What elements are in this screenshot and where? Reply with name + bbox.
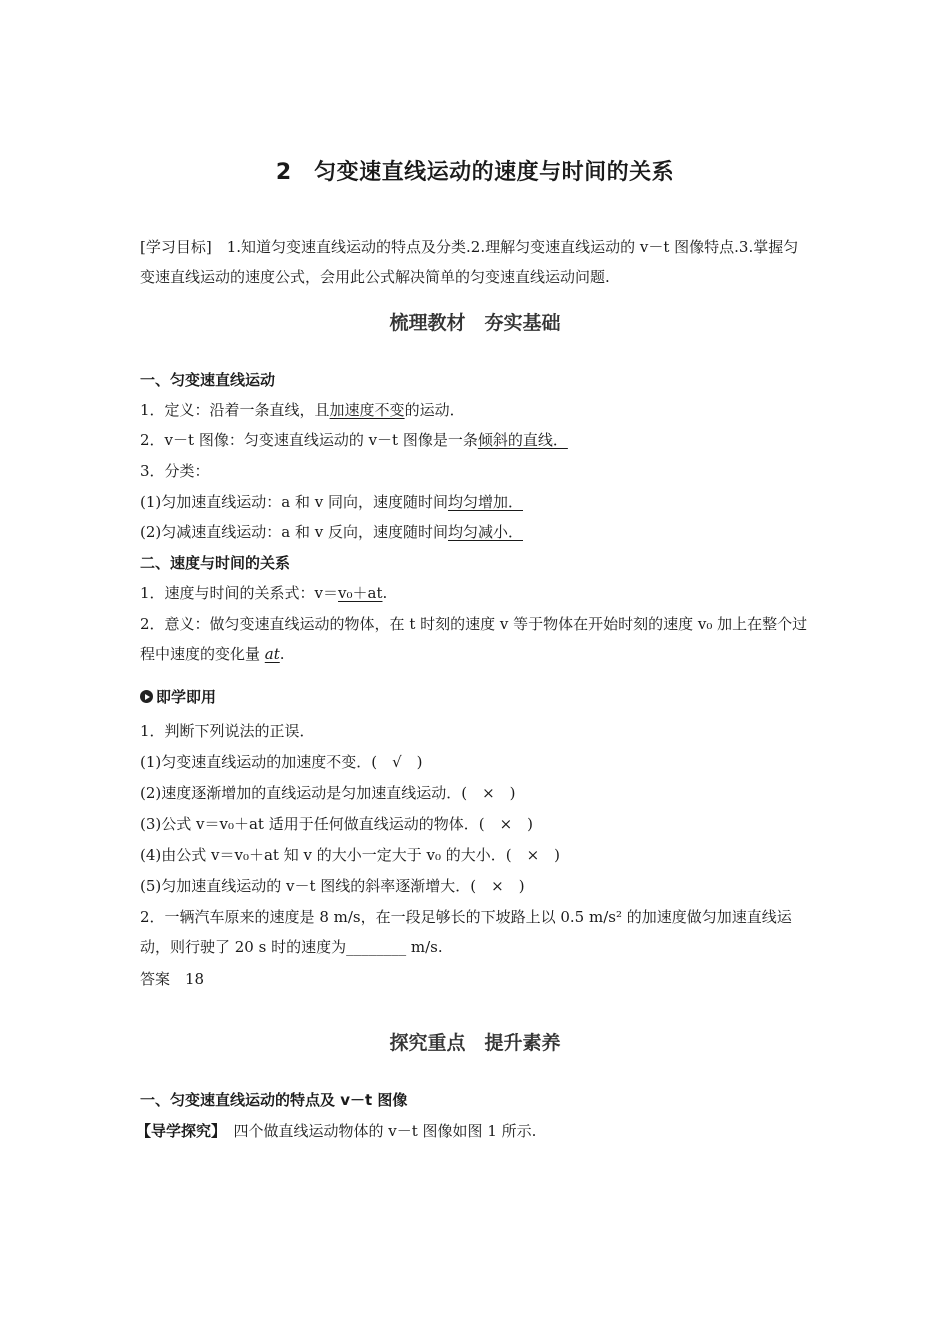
vt-graph-answer: 倾斜的直线． (477, 431, 568, 449)
section-title-basics: 梳理教材 夯实基础 (389, 312, 561, 334)
meaning-end: . (279, 645, 285, 663)
judgement-item-5: (5)匀加速直线运动的 v－t 图线的斜率逐渐增大．( × ) (140, 877, 525, 895)
meaning-text: 2．意义：做匀变速直线运动的物体，在 t 时刻的速度 v 等于物体在开始时刻的速度 v₀ 加上在整个过程中速度的变化量 (140, 615, 808, 663)
definition-text: 1．定义：沿着一条直线，且 (140, 401, 330, 419)
question-2: 2．一辆汽车原来的速度是 8 m/s，在一段足够长的下坡路上以 0.5 m/s² 的加速度做匀加速直线运动，则行驶了 20 s 时的速度为________ m/s. (140, 908, 792, 956)
answer-line: 答案 18 (140, 970, 205, 988)
relation-end: . (382, 584, 388, 602)
judgement-item-3: (3)公式 v＝v₀＋at 适用于任何做直线运动的物体．( × ) (140, 815, 533, 833)
definition-answer: 加速度不变 (329, 401, 405, 419)
definition-line (140, 395, 812, 425)
deceleration-text: (2)匀减速直线运动：a 和 v 反向，速度随时间 (140, 523, 448, 541)
section-title-explore: 探究重点 提升素养 (389, 1032, 561, 1054)
meaning-paragraph (140, 609, 812, 669)
guide-text: 四个做直线运动物体的 v－t 图像如图 1 所示. (218, 1122, 537, 1140)
relation-answer: v₀＋at (338, 584, 383, 602)
acceleration-line (140, 487, 812, 517)
learning-goal: [学习目标] 1.知道匀变速直线运动的特点及分类.2.理解匀变速直线运动的 v－t 图像特点.3.掌握匀变速直线运动的速度公式，会用此公式解决简单的匀变速直线运动问题. (140, 238, 799, 286)
definition-end: 的运动． (404, 401, 465, 419)
meaning-answer: at (264, 645, 280, 663)
deceleration-line (140, 517, 812, 547)
vt-graph-line (140, 425, 812, 455)
judgement-item-1: (1)匀变速直线运动的加速度不变．( √ ) (140, 753, 423, 771)
page-title: 2 匀变速直线运动的速度与时间的关系 (275, 160, 675, 185)
relation-line (140, 578, 812, 608)
quick-use-label: 即学即用 (156, 688, 217, 706)
relation-text: 1．速度与时间的关系式：v＝ (140, 584, 339, 602)
guide-label: 【导学探究】 (136, 1122, 219, 1140)
classification-line: 3．分类： (140, 462, 210, 480)
heading-features-vt: 一、匀变速直线运动的特点及 v－t 图像 (140, 1091, 408, 1109)
play-icon (140, 690, 153, 703)
judgement-item-2: (2)速度逐渐增加的直线运动是匀加速直线运动．( × ) (140, 784, 516, 802)
deceleration-answer: 均匀减小． (447, 523, 523, 541)
acceleration-text: (1)匀加速直线运动：a 和 v 同向，速度随时间 (140, 493, 448, 511)
question-1: 1．判断下列说法的正误． (140, 722, 315, 740)
vt-graph-text: 2．v－t 图像：匀变速直线运动的 v－t 图像是一条 (140, 431, 478, 449)
guide-line (136, 1116, 808, 1146)
heading-velocity-time: 二、速度与时间的关系 (140, 554, 291, 572)
acceleration-answer: 均匀增加． (447, 493, 523, 511)
judgement-item-4: (4)由公式 v＝v₀＋at 知 v 的大小一定大于 v₀ 的大小．( × ) (140, 846, 561, 864)
heading-uniform-motion: 一、匀变速直线运动 (140, 371, 276, 389)
quick-use-header (140, 682, 812, 712)
